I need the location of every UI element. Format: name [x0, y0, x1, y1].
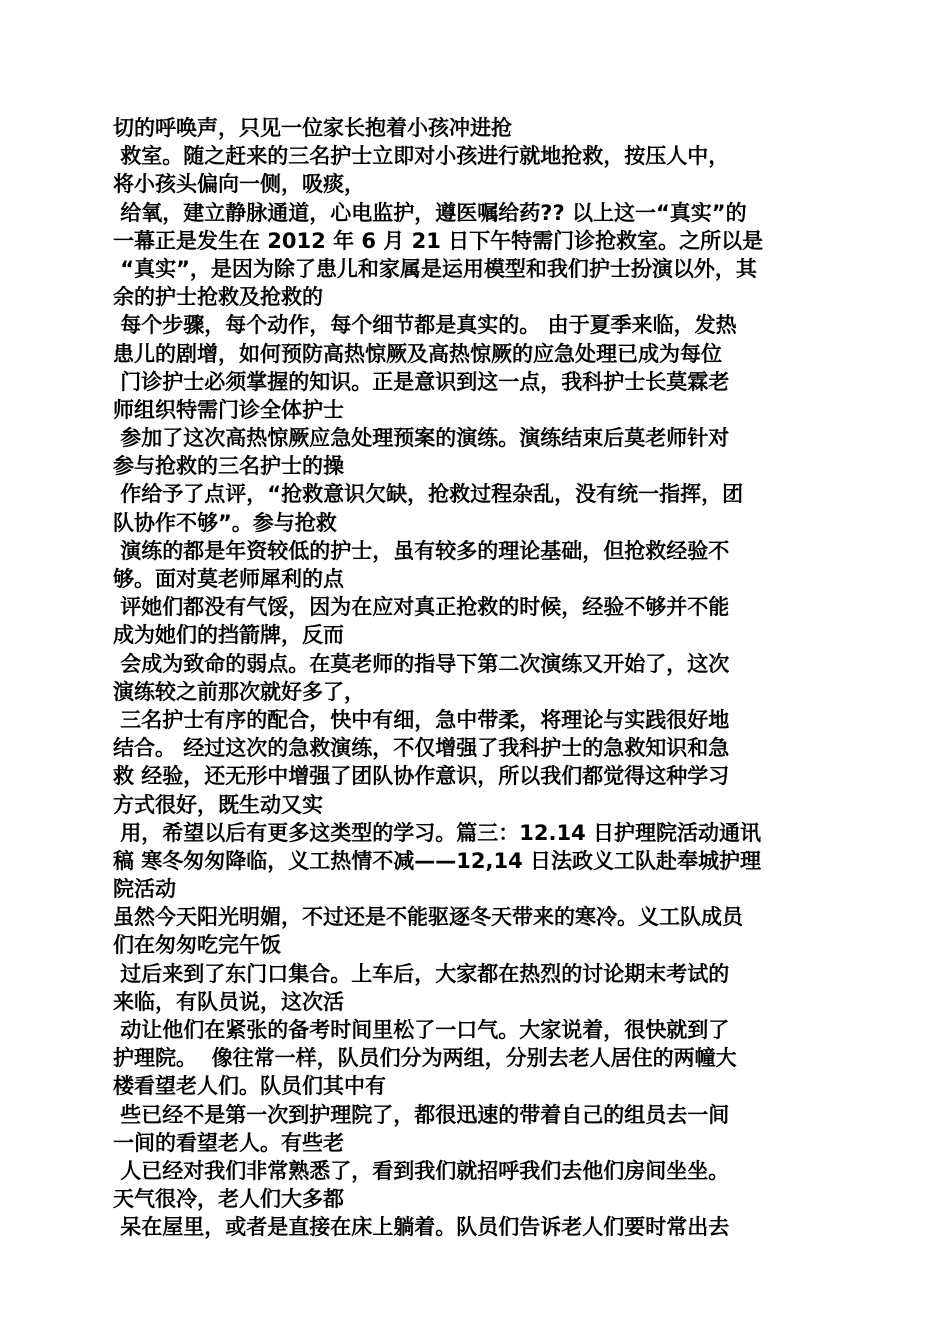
text-line: 们在匆匆吃完午饭 [113, 933, 281, 958]
text-line: 给氧，建立静脉通道，心电监护，遵医嘱给药?? 以上这一“真实”的 [113, 200, 747, 225]
text-line: 演练的都是年资较低的护士，虽有较多的理论基础，但抢救经验不 [113, 538, 730, 563]
text-line: 一间的看望老人。有些老 [113, 1130, 344, 1155]
text-line: 稿 寒冬匆匆降临，义工热情不减——12,14 日法政义工队赴奉城护理 [113, 848, 762, 873]
text-line: 虽然今天阳光明媚，不过还是不能驱逐冬天带来的寒冷。义工队成员 [113, 905, 743, 930]
text-line: 成为她们的挡箭牌，反而 [113, 623, 344, 648]
text-line: 些已经不是第一次到护理院了，都很迅速的带着自己的组员去一间 [113, 1102, 730, 1127]
text-line: 天气很冷，老人们大多都 [113, 1187, 344, 1212]
text-line: 会成为致命的弱点。在莫老师的指导下第二次演练又开始了，这次 [113, 651, 730, 676]
text-line: 演练较之前那次就好多了， [113, 679, 365, 704]
document-body [113, 114, 853, 1242]
text-line: 来临，有队员说，这次活 [113, 989, 344, 1014]
text-line: 够。面对莫老师犀利的点 [113, 567, 344, 591]
text-line: 三名护士有序的配合，快中有细，急中带柔，将理论与实践很好地 [113, 707, 730, 732]
text-line: 护理院。 像往常一样，队员们分为两组，分别去老人居住的两幢大 [113, 1046, 737, 1071]
text-line: 结合。 经过这次的急救演练，不仅增强了我科护士的急救知识和急 [113, 736, 730, 761]
text-line: 师组织特需门诊全体护士 [113, 397, 344, 422]
text-line: 救 经验，还无形中增强了团队协作意识，所以我们都觉得这种学习 [113, 764, 730, 789]
text-line: 参与抢救的三名护士的操 [113, 454, 344, 479]
text-line: 用，希望以后有更多这类型的学习。篇三：12.14 日护理院活动通讯 [113, 820, 762, 845]
text-line: 参加了这次高热惊厥应急处理预案的演练。演练结束后莫老师针对 [113, 426, 730, 451]
text-line: 门诊护士必须掌握的知识。正是意识到这一点，我科护士长莫霖老 [113, 369, 730, 394]
text-line: 患儿的剧增，如何预防高热惊厥及高热惊厥的应急处理已成为每位 [113, 341, 722, 366]
text-line: 方式很好，既生动又实 [113, 792, 323, 817]
text-line: 队协作不够”。参与抢救 [113, 510, 337, 535]
text-line: 每个步骤，每个动作，每个细节都是真实的。 由于夏季来临，发热 [113, 313, 737, 338]
text-line: 一幕正是发生在 2012 年 6 月 21 日下午特需门诊抢救室。之所以是 [113, 228, 764, 253]
text-line: 余的护士抢救及抢救的 [113, 285, 323, 310]
text-line: 楼看望老人们。队员们其中有 [113, 1074, 386, 1099]
text-line: 过后来到了东门口集合。上车后，大家都在热烈的讨论期末考试的 [113, 961, 730, 986]
text-line: 院活动 [113, 877, 176, 902]
text-line: 救室。随之赶来的三名护士立即对小孩进行就地抢救，按压人中， [113, 144, 730, 169]
text-line: 切的呼唤声，只见一位家长抱着小孩冲进抢 [113, 116, 512, 140]
text-line: 作给予了点评，“抢救意识欠缺，抢救过程杂乱，没有统一指挥，团 [113, 482, 744, 507]
text-line: 呆在屋里，或者是直接在床上躺着。队员们告诉老人们要时常出去 [113, 1215, 730, 1240]
text-line: 评她们都没有气馁，因为在应对真正抢救的时候，经验不够并不能 [113, 595, 730, 620]
text-line: 将小孩头偏向一侧，吸痰， [113, 172, 365, 197]
text-line: 动让他们在紧张的备考时间里松了一口气。大家说着，很快就到了 [113, 1018, 730, 1042]
text-line: “真实”，是因为除了患儿和家属是运用模型和我们护士扮演以外，其 [113, 256, 757, 281]
text-line: 人已经对我们非常熟悉了，看到我们就招呼我们去他们房间坐坐。 [113, 1158, 730, 1183]
